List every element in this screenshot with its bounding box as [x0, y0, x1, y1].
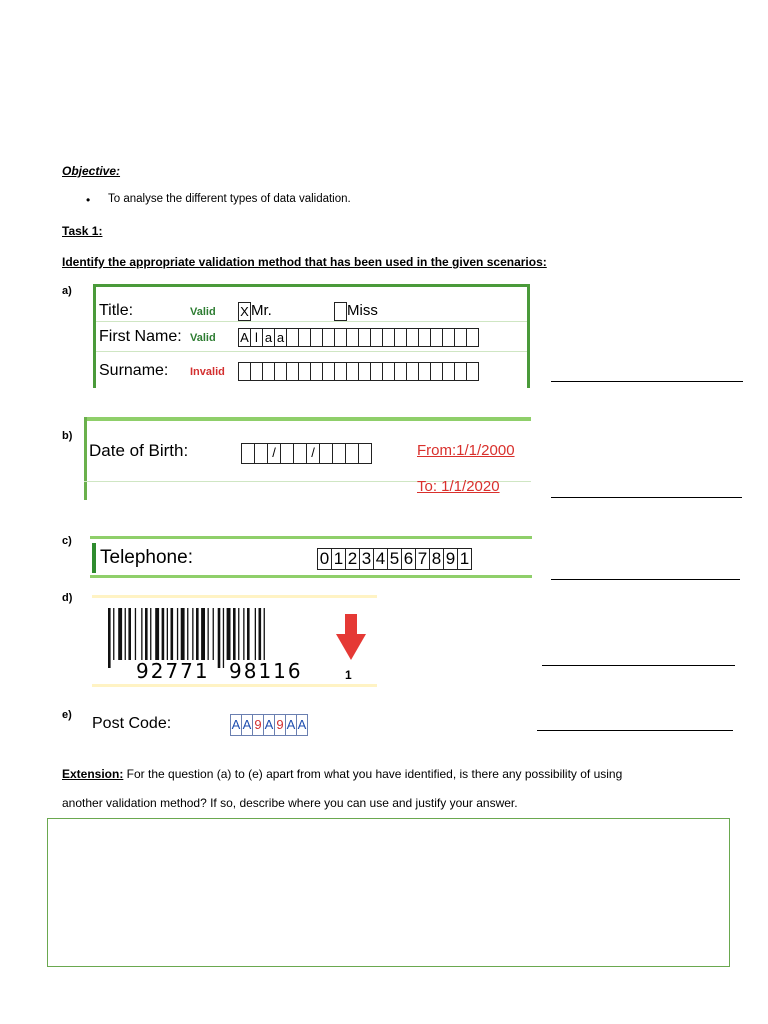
scenario-b-form-image: [84, 417, 531, 500]
scenario-a-form-image: [93, 284, 530, 388]
barcode-bar: [218, 608, 221, 668]
answer-line-c[interactable]: [551, 579, 740, 580]
scenario-c-form-image: [90, 536, 532, 578]
miss-checkbox: [334, 302, 346, 321]
answer-line-b[interactable]: [551, 497, 742, 498]
barcode-bar: [128, 608, 131, 660]
bullet-symbol: •: [86, 193, 91, 207]
objective-bullet: To analyse the different types of data validation.: [108, 193, 351, 205]
barcode-bar: [223, 608, 224, 668]
barcode-bar: [227, 608, 231, 660]
postcode-label: Post Code:: [92, 715, 172, 732]
task-instruction: Identify the appropriate validation method that has been used in the given scenarios:: [62, 255, 547, 269]
barcode-bar: [201, 608, 205, 660]
barcode-bar: [141, 608, 142, 660]
dob-boxes: / /: [241, 443, 371, 464]
barcode-bar: [181, 608, 185, 660]
scenario-d-label: d): [62, 592, 73, 604]
extension-text-line1: Extension: For the question (a) to (e) apart from what you have identified, is there any possibility of using: [62, 767, 623, 781]
barcode-bar: [196, 608, 199, 660]
barcode-bar: [187, 608, 188, 660]
surname-boxes: [238, 362, 478, 381]
surname-status: Invalid: [190, 366, 225, 378]
barcode-bar: [247, 608, 250, 660]
title-checkbox: [238, 302, 250, 321]
barcode-bar: [255, 608, 256, 660]
barcode-bar: [135, 608, 136, 660]
title-status: Valid: [190, 306, 216, 318]
objective-heading: Objective:: [62, 164, 121, 178]
barcode-bar: [145, 608, 148, 660]
date-range-from: From:1/1/2000: [417, 442, 515, 459]
barcode-bar: [150, 608, 151, 660]
scenario-e-label: e): [62, 709, 72, 721]
title-label: Title:: [99, 302, 134, 319]
telephone-label: Telephone:: [100, 547, 193, 568]
scenario-c-label: c): [62, 535, 72, 547]
barcode-bar: [167, 608, 168, 660]
extension-answer-box[interactable]: [47, 818, 730, 967]
barcode-bar: [213, 608, 214, 660]
barcode-bar: [177, 608, 178, 660]
scenario-d-barcode-image: [92, 595, 377, 687]
first-name-label: First Name:: [99, 328, 182, 345]
barcode-right-digits: 98116: [229, 659, 303, 683]
date-range-to: To: 1/1/2020: [417, 478, 500, 495]
barcode-left-digits: 92771: [136, 659, 210, 683]
first-name-boxes: A l a a: [238, 328, 478, 347]
barcode-bar: [259, 608, 262, 660]
barcode-bar: [192, 608, 193, 660]
task-heading: Task 1:: [62, 224, 103, 238]
scenario-a-label: a): [62, 285, 72, 297]
answer-line-d[interactable]: [542, 665, 735, 666]
barcode-bar: [118, 608, 122, 660]
title-mark: X: [238, 302, 251, 321]
scenario-b-label: b): [62, 430, 73, 442]
barcode-bar: [171, 608, 174, 660]
extension-text-line2: another validation method? If so, describe where you can use and justify your answer.: [62, 796, 518, 810]
answer-line-a[interactable]: [551, 381, 743, 382]
check-digit: 1: [345, 668, 352, 682]
barcode-bar: [113, 608, 114, 660]
barcode-bar: [155, 608, 159, 660]
surname-label: Surname:: [99, 362, 169, 379]
answer-line-e[interactable]: [537, 730, 733, 731]
dob-label: Date of Birth:: [89, 441, 189, 460]
mr-option: Mr.: [251, 302, 272, 319]
down-arrow-icon: [336, 614, 366, 662]
barcode-bar: [264, 608, 265, 660]
miss-option: Miss: [347, 302, 378, 319]
barcode-bar: [108, 608, 111, 668]
postcode-boxes: A A 9 A 9 A A: [230, 714, 307, 736]
first-name-status: Valid: [190, 332, 216, 344]
scenario-e-postcode-image: [90, 710, 320, 740]
barcode-bar: [238, 608, 239, 660]
extension-heading: Extension:: [62, 767, 124, 781]
barcode-bar: [125, 608, 126, 660]
barcode-bar: [233, 608, 236, 660]
barcode-bar: [243, 608, 244, 660]
telephone-digits: 0 1 2 3 4 5 6 7 8 9 1: [317, 548, 471, 570]
barcode-bar: [162, 608, 165, 660]
barcode-bar: [208, 608, 209, 660]
